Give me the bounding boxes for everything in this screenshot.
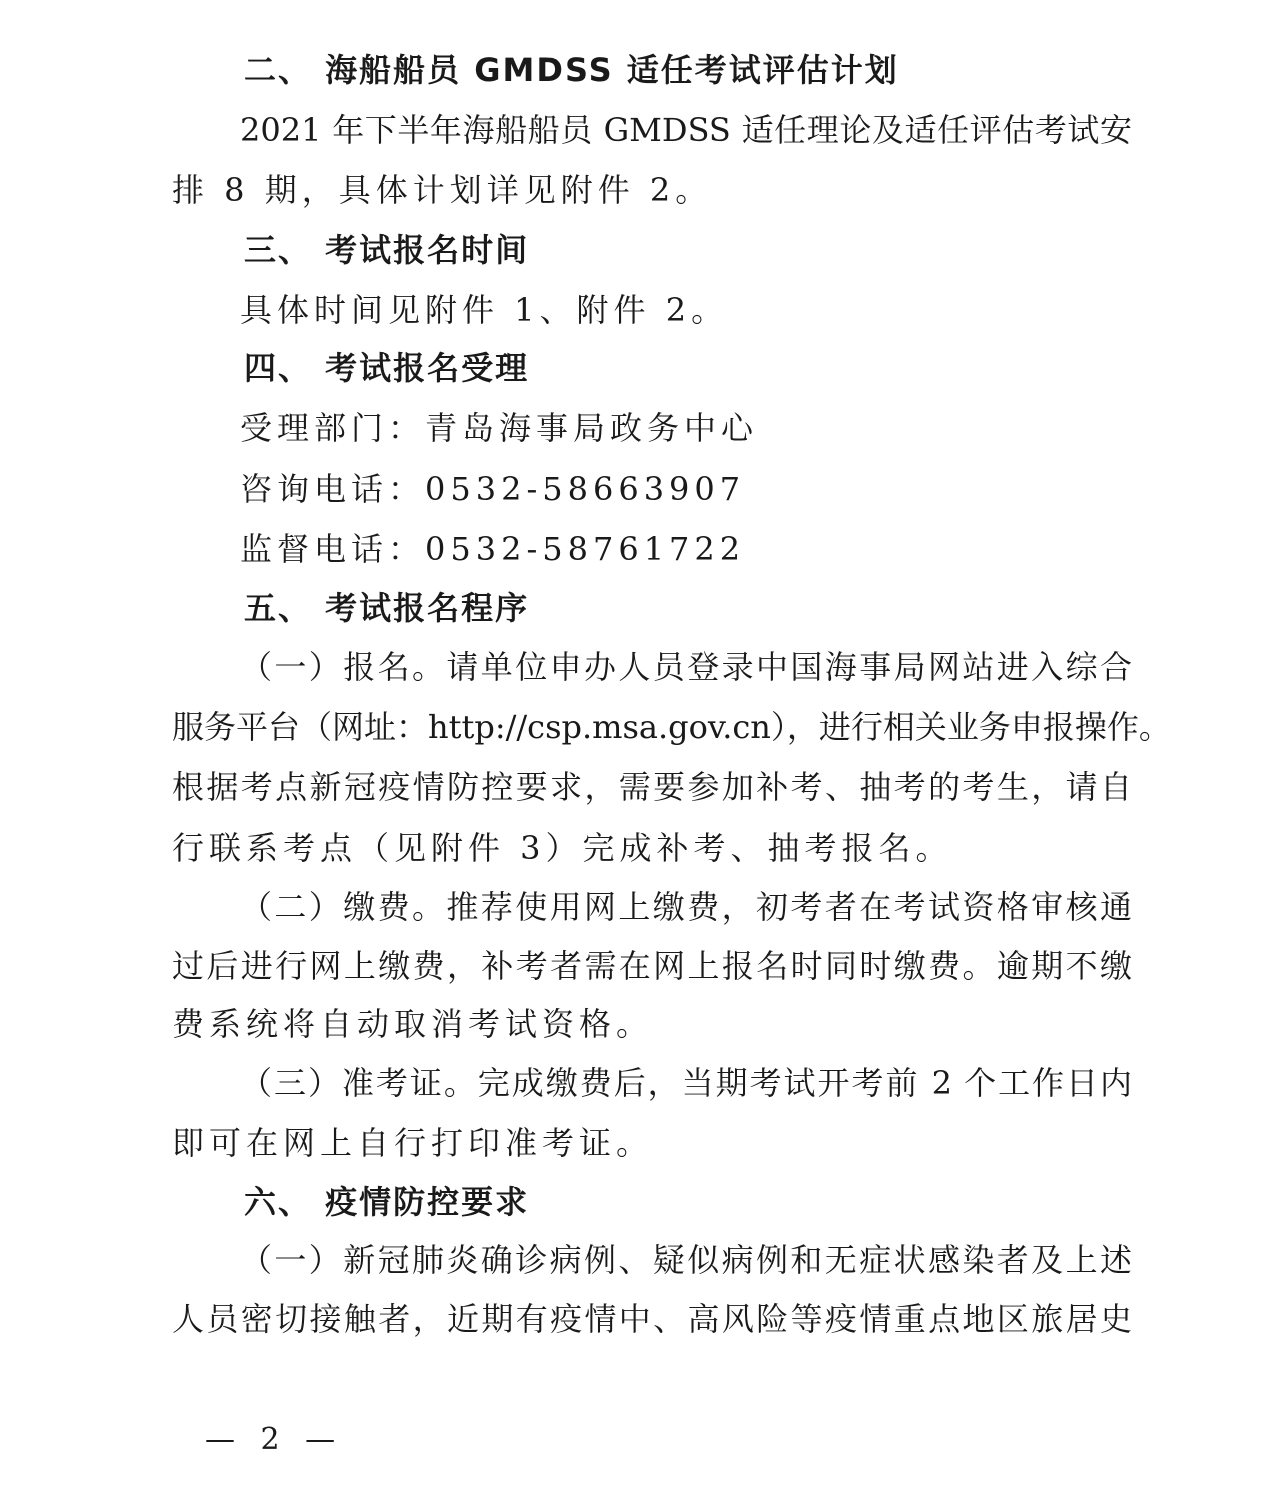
- paragraph-line: 人员密切接触者，近期有疫情中、高风险等疫情重点地区旅居史: [172, 1300, 1132, 1338]
- paragraph-line: 2021 年下半年海船船员 GMDSS 适任理论及适任评估考试安: [240, 111, 1132, 149]
- section-heading-5: 五、 考试报名程序: [244, 589, 530, 627]
- page-number: — 2 —: [205, 1422, 344, 1457]
- section-heading-2: 二、 海船船员 GMDSS 适任考试评估计划: [244, 51, 899, 89]
- section-heading-6: 六、 疫情防控要求: [244, 1183, 530, 1221]
- paragraph-line: 服务平台（网址：http://csp.msa.gov.cn），进行相关业务申报操作。: [172, 708, 1171, 746]
- paragraph-line: （二）缴费。推荐使用网上缴费，初考者在考试资格审核通: [240, 888, 1132, 926]
- paragraph-line: 即可在网上自行打印准考证。: [172, 1124, 654, 1162]
- paragraph-line: （一）报名。请单位申办人员登录中国海事局网站进入综合: [240, 648, 1132, 686]
- consultation-phone: 咨询电话：0532-58663907: [240, 470, 746, 508]
- section-heading-3: 三、 考试报名时间: [244, 231, 530, 269]
- paragraph-line: 过后进行网上缴费，补考者需在网上报名时同时缴费。逾期不缴: [172, 947, 1132, 985]
- acceptance-department: 受理部门：青岛海事局政务中心: [240, 409, 759, 447]
- supervision-phone: 监督电话：0532-58761722: [240, 530, 746, 568]
- paragraph-line: 行联系考点（见附件 3）完成补考、抽考报名。: [172, 829, 953, 867]
- paragraph-line: （三）准考证。完成缴费后，当期考试开考前 2 个工作日内: [240, 1064, 1132, 1102]
- paragraph-line: 费系统将自动取消考试资格。: [172, 1005, 654, 1043]
- paragraph-line: 根据考点新冠疫情防控要求，需要参加补考、抽考的考生，请自: [172, 768, 1132, 806]
- paragraph-line: （一）新冠肺炎确诊病例、疑似病例和无症状感染者及上述: [240, 1241, 1132, 1279]
- paragraph-line: 排 8 期，具体计划详见附件 2。: [172, 171, 713, 209]
- paragraph-line: 具体时间见附件 1、附件 2。: [240, 291, 729, 329]
- section-heading-4: 四、 考试报名受理: [244, 349, 530, 387]
